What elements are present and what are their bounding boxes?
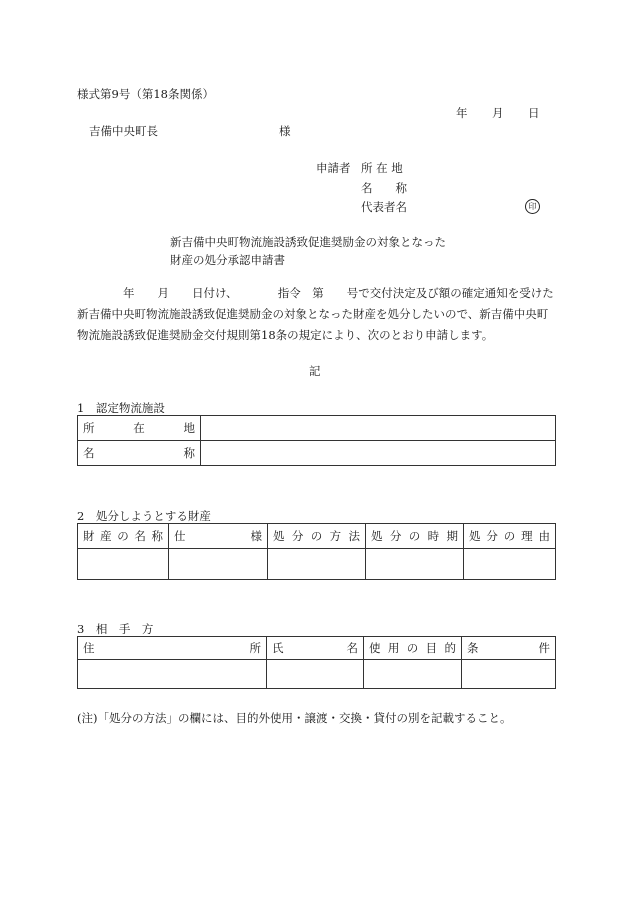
section1-heading: 1 認定物流施設 bbox=[77, 401, 165, 415]
usage-purpose-cell[interactable] bbox=[364, 660, 462, 689]
ki-marker: 記 bbox=[309, 364, 321, 378]
date-year-label: 年 bbox=[456, 106, 468, 120]
header-spec: 仕 様 bbox=[169, 524, 268, 549]
header-disposal-timing: 処 分 の 時 期 bbox=[366, 524, 464, 549]
disposal-method-cell[interactable] bbox=[268, 549, 366, 580]
document-title-line1: 新吉備中央町物流施設誘致促進奨励金の対象となった bbox=[170, 235, 446, 249]
section2-heading: 2 処分しようとする財産 bbox=[77, 509, 211, 523]
header-conditions: 条 件 bbox=[462, 637, 556, 660]
table-row bbox=[78, 660, 556, 689]
counterparty-name-cell[interactable] bbox=[267, 660, 364, 689]
header-property-name: 財 産 の 名 称 bbox=[78, 524, 169, 549]
disposal-timing-cell[interactable] bbox=[366, 549, 464, 580]
header-disposal-method: 処 分 の 方 法 bbox=[268, 524, 366, 549]
counterparty-address-cell[interactable] bbox=[78, 660, 267, 689]
address-label-cell: 所 在 地 bbox=[78, 416, 201, 441]
spec-cell[interactable] bbox=[169, 549, 268, 580]
applicant-name-label: 名 称 bbox=[361, 181, 407, 195]
date-day-label: 日 bbox=[528, 106, 540, 120]
property-name-cell[interactable] bbox=[78, 549, 169, 580]
seal-mark: 印 bbox=[525, 199, 540, 214]
section3-heading: 3 相 手 方 bbox=[77, 622, 154, 636]
table-row bbox=[78, 416, 556, 441]
table-row bbox=[78, 441, 556, 466]
section1-table bbox=[77, 415, 556, 466]
form-number: 様式第9号（第18条関係） bbox=[77, 87, 214, 101]
date-month-label: 月 bbox=[492, 106, 504, 120]
disposal-reason-cell[interactable] bbox=[464, 549, 556, 580]
name-label-cell: 名 称 bbox=[78, 441, 201, 466]
applicant-address-label: 所 在 地 bbox=[361, 161, 403, 175]
applicant-role: 申請者 bbox=[316, 161, 351, 175]
table-header-row bbox=[78, 637, 556, 660]
section2-table bbox=[77, 523, 556, 580]
section3-table bbox=[77, 636, 556, 689]
body-paragraph: 年 月 日付け、 指令 第 号で交付決定及び額の確定通知を受けた新吉備中央町物流施設誘致促進奨励金の対象となった財産を処分したいので、新吉備中央町物流施設誘致促進奨励金交付規則第18条の規定により、次のとおり申請します。 bbox=[77, 286, 554, 342]
document-title-line2: 財産の処分承認申請書 bbox=[170, 253, 285, 267]
applicant-rep-label: 代表者名 bbox=[361, 200, 407, 214]
header-name: 氏 名 bbox=[267, 637, 364, 660]
table-row bbox=[78, 549, 556, 580]
name-value-cell[interactable] bbox=[201, 441, 556, 466]
conditions-cell[interactable] bbox=[462, 660, 556, 689]
footnote: (注)「処分の方法」の欄には、目的外使用・譲渡・交換・貸付の別を記載すること。 bbox=[77, 711, 512, 725]
header-address: 住 所 bbox=[78, 637, 267, 660]
header-purpose: 使 用 の 目 的 bbox=[364, 637, 462, 660]
table-header-row bbox=[78, 524, 556, 549]
address-value-cell[interactable] bbox=[201, 416, 556, 441]
addressee-honorific: 様 bbox=[279, 124, 291, 138]
header-disposal-reason: 処 分 の 理 由 bbox=[464, 524, 556, 549]
addressee: 吉備中央町長 bbox=[89, 124, 158, 138]
